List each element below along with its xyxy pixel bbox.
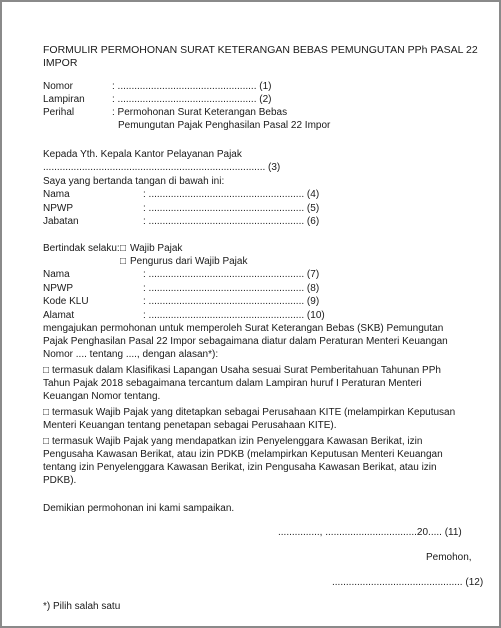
reason-1-line-2: Tahun Pajak 2018 sebagaimana tercantum dalam Lampiran huruf I Peraturan Menteri: [43, 378, 422, 389]
request-line-2: Pajak Penghasilan Pasal 22 Impor sebagaimana diatur dalam Peraturan Menteri Keuangan: [43, 336, 448, 347]
request-line-3: Nomor .... tentang ...., dengan alasan*):: [43, 349, 219, 360]
taxpayer-npwp-label: NPWP: [43, 283, 73, 294]
form-title-line-1: FORMULIR PERMOHONAN SURAT KETERANGAN BEBAS PEMUNGUTAN PPh PASAL 22: [43, 44, 478, 56]
reason-2-line-1: termasuk Wajib Pajak yang ditetapkan sebagai Perusahaan KITE (melampirkan Keputusan: [52, 407, 456, 418]
acting-as-label: Bertindak selaku:: [43, 243, 120, 254]
taxpayer-klu-label: Kode KLU: [43, 296, 89, 307]
footnote: *) Pilih salah satu: [43, 601, 121, 612]
taxpayer-npwp-field[interactable]: : ........................................................ (8): [143, 283, 320, 294]
nomor-field[interactable]: : .................................................. (1): [112, 81, 272, 92]
signer-jabatan-field[interactable]: : ........................................................ (6): [143, 216, 320, 227]
checkbox-pengurus[interactable]: □: [120, 256, 127, 267]
perihal-label: Perihal: [43, 107, 75, 118]
reason-3-line-1: termasuk Wajib Pajak yang mendapatkan izin Penyelenggara Kawasan Berikat, izin: [52, 436, 423, 447]
checkbox-reason-2[interactable]: □: [43, 407, 50, 418]
taxpayer-alamat-label: Alamat: [43, 310, 75, 321]
reason-1-line-1: termasuk dalam Klasifikasi Lapangan Usaha sesuai Surat Pemberitahuan Tahunan PPh: [52, 365, 441, 376]
taxpayer-klu-field[interactable]: : ........................................................ (9): [143, 296, 320, 307]
applicant-label: Pemohon,: [426, 552, 472, 563]
reason-3-line-4: PDKB).: [43, 475, 77, 486]
signer-nama-label: Nama: [43, 189, 70, 200]
reason-3-line-2: Pengusaha Kawasan Berikat, atau izin PDKB (melampirkan Keputusan Menteri Keuangan: [43, 449, 443, 460]
checkbox-wajib-pajak[interactable]: □: [120, 243, 127, 254]
signature-field[interactable]: ............................................... (12): [332, 577, 484, 588]
option-pengurus: Pengurus dari Wajib Pajak: [130, 256, 248, 267]
signer-nama-field[interactable]: : ........................................................ (4): [143, 189, 320, 200]
reason-3-line-3: tentang izin Penyelenggara Kawasan Berikat, izin Pengusaha Kawasan Berikat, atau izin: [43, 462, 437, 473]
perihal-value: : Permohonan Surat Keterangan Bebas: [112, 107, 288, 118]
request-line-1: mengajukan permohonan untuk memperoleh Surat Keterangan Bebas (SKB) Pemungutan: [43, 323, 444, 334]
checkbox-reason-1[interactable]: □: [43, 365, 50, 376]
signer-npwp-label: NPWP: [43, 203, 73, 214]
closing-statement: Demikian permohonan ini kami sampaikan.: [43, 503, 235, 514]
signer-jabatan-label: Jabatan: [43, 216, 79, 227]
checkbox-reason-3[interactable]: □: [43, 436, 50, 447]
signer-intro: Saya yang bertanda tangan di bawah ini:: [43, 176, 225, 187]
reason-1-line-3: Keuangan Nomor tentang.: [43, 391, 161, 402]
kpp-field[interactable]: ................................................................................ (3): [43, 162, 281, 173]
perihal-value-2: Pemungutan Pajak Penghasilan Pasal 22 Impor: [118, 120, 331, 131]
addressee-line: Kepada Yth. Kepala Kantor Pelayanan Pajak: [43, 149, 242, 160]
taxpayer-nama-field[interactable]: : ........................................................ (7): [143, 269, 320, 280]
form-title-line-2: IMPOR: [43, 57, 78, 69]
lampiran-label: Lampiran: [43, 94, 85, 105]
nomor-label: Nomor: [43, 81, 74, 92]
place-date-field[interactable]: ..............., .................................20..... (11): [278, 527, 462, 538]
taxpayer-nama-label: Nama: [43, 269, 70, 280]
signer-npwp-field[interactable]: : ........................................................ (5): [143, 203, 320, 214]
reason-2-line-2: Menteri Keuangan tentang penetapan sebagai Perusahaan KITE).: [43, 420, 337, 431]
option-wajib-pajak: Wajib Pajak: [130, 243, 183, 254]
taxpayer-alamat-field[interactable]: : ........................................................ (10): [143, 310, 325, 321]
lampiran-field[interactable]: : .................................................. (2): [112, 94, 272, 105]
